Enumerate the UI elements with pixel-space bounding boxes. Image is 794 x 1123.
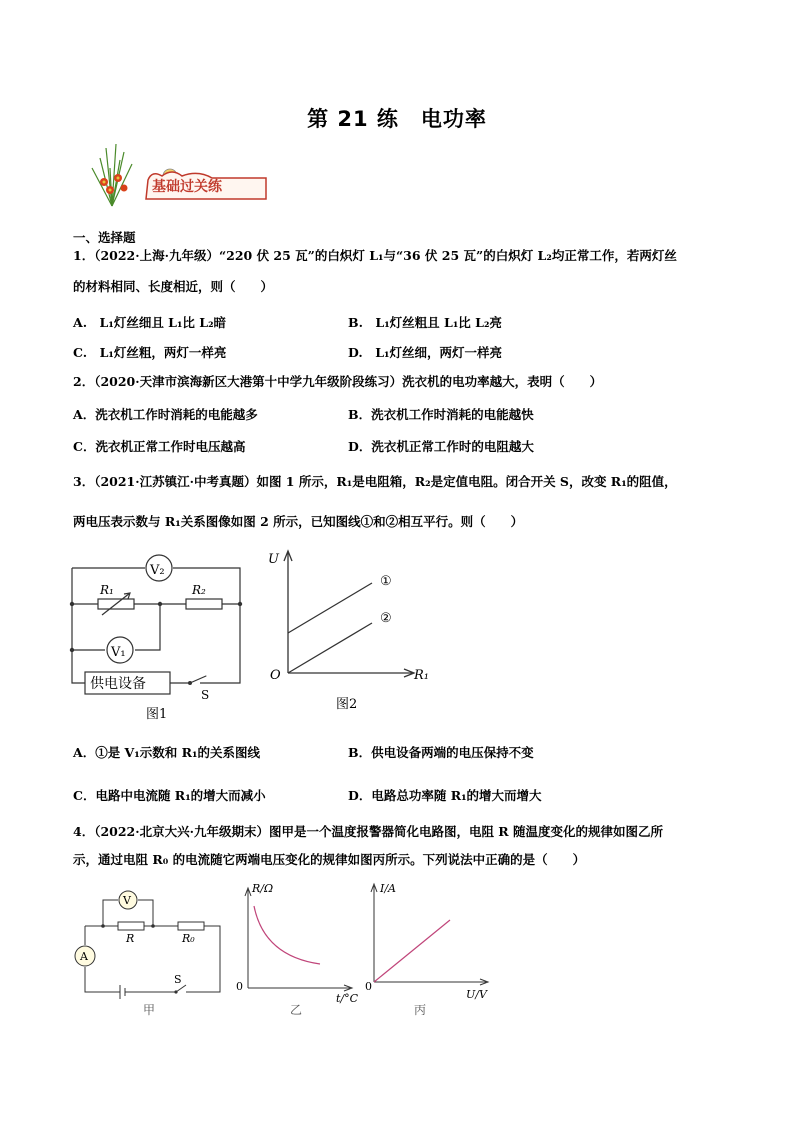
yi-zero: 0 bbox=[236, 980, 243, 993]
q4-graph-bing bbox=[362, 878, 497, 1020]
fig2-r1-label: R₁ bbox=[414, 668, 429, 683]
q3-option-a: A．①是 V₁示数和 R₁的关系图线 bbox=[73, 745, 260, 760]
q1-stem-line1: 1．（2022·上海·九年级）“220 伏 25 瓦”的白炽灯 L₁与“36 伏 25 瓦”的白炽灯 L₂均正常工作，若两灯丝 bbox=[73, 248, 677, 263]
badge-label: 基础过关练 bbox=[152, 179, 222, 195]
fig1-r1-label: R₁ bbox=[100, 583, 114, 597]
q1-option-d: D. L₁灯丝细，两灯一样亮 bbox=[348, 345, 503, 360]
q2-option-b: B．洗衣机工作时消耗的电能越快 bbox=[348, 407, 534, 422]
fig1-supply-label: 供电设备 bbox=[90, 676, 146, 692]
jia-caption: 甲 bbox=[143, 1003, 156, 1017]
fig2-u-label: U bbox=[268, 552, 279, 567]
q3-figure1-circuit bbox=[60, 548, 250, 723]
q1-option-a: A. L₁灯丝细且 L₁比 L₂暗 bbox=[73, 315, 227, 330]
yi-ylabel: R/Ω bbox=[252, 882, 274, 895]
page-title: 第 21 练 电功率 bbox=[307, 107, 487, 131]
fig2-origin-label: O bbox=[270, 668, 281, 683]
section-heading: 一、选择题 bbox=[73, 230, 136, 245]
yi-xlabel: t/°C bbox=[336, 992, 359, 1005]
q3-option-c: C．电路中电流随 R₁的增大而减小 bbox=[73, 788, 266, 803]
bing-xlabel: U/V bbox=[466, 988, 487, 1001]
fig2-line2-label: ② bbox=[380, 611, 392, 626]
q4-stem-line1: 4．（2022·北京大兴·九年级期末）图甲是一个温度报警器简化电路图，电阻 R 随温度变化的规律如图乙所 bbox=[73, 824, 664, 839]
q1-option-c: C. L₁灯丝粗，两灯一样亮 bbox=[73, 345, 227, 360]
bing-ylabel: I/A bbox=[380, 882, 396, 895]
flower-illustration bbox=[82, 138, 142, 208]
q3-figure2-graph bbox=[262, 545, 442, 715]
fig1-r2-label: R₂ bbox=[192, 583, 206, 597]
q4-circuit-jia bbox=[68, 880, 233, 1020]
q2-stem: 2．（2020·天津市滨海新区大港第十中学九年级阶段练习）洗衣机的电功率越大，表明（ ） bbox=[73, 374, 603, 389]
jia-s-label: S bbox=[174, 973, 182, 986]
q1-option-b: B. L₁灯丝粗且 L₁比 L₂亮 bbox=[348, 315, 502, 330]
fig1-switch-label: S bbox=[201, 688, 210, 702]
fig1-v2-label: V₂ bbox=[150, 563, 165, 578]
q4-graph-yi bbox=[232, 878, 362, 1020]
q3-stem-line1: 3．（2021·江苏镇江·中考真题）如图 1 所示，R₁是电阻箱，R₂是定值电阻。闭合开关 S，改变 R₁的阻值， bbox=[73, 474, 677, 489]
q3-stem-line2: 两电压表示数与 R₁关系图像如图 2 所示，已知图线①和②相互平行。则（ ） bbox=[73, 514, 524, 529]
jia-r-label: R bbox=[126, 932, 135, 945]
fig2-line1-label: ① bbox=[380, 574, 392, 589]
fig1-v1-label: V₁ bbox=[111, 645, 126, 660]
yi-caption: 乙 bbox=[290, 1003, 303, 1017]
q2-option-a: A．洗衣机工作时消耗的电能越多 bbox=[73, 407, 258, 422]
q1-stem-line2: 的材料相同、长度相近，则（ ） bbox=[73, 279, 274, 294]
fig2-caption: 图2 bbox=[336, 697, 358, 712]
q3-option-b: B．供电设备两端的电压保持不变 bbox=[348, 745, 534, 760]
bing-zero: 0 bbox=[365, 980, 372, 993]
jia-v-label: V bbox=[123, 894, 131, 907]
jia-r0-label: R₀ bbox=[182, 932, 195, 945]
fig1-caption: 图1 bbox=[146, 707, 168, 722]
q2-option-d: D．洗衣机正常工作时的电阻越大 bbox=[348, 439, 534, 454]
bing-caption: 丙 bbox=[414, 1003, 427, 1017]
q3-option-d: D．电路总功率随 R₁的增大而增大 bbox=[348, 788, 542, 803]
q2-option-c: C．洗衣机正常工作时电压越高 bbox=[73, 439, 246, 454]
q4-stem-line2: 示，通过电阻 R₀ 的电流随它两端电压变化的规律如图丙所示。下列说法中正确的是（ ） bbox=[73, 852, 586, 867]
jia-a-label: A bbox=[80, 950, 88, 963]
